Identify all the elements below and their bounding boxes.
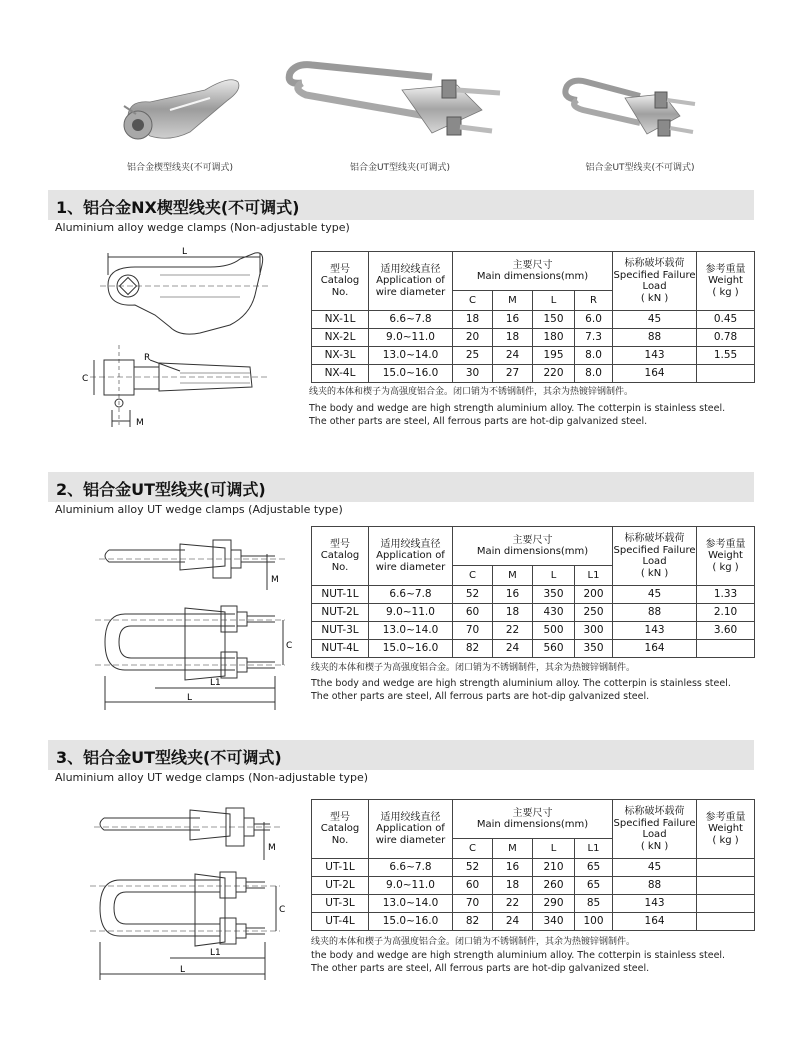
section-title: 1、铝合金NX楔型线夹(不可调式)	[56, 198, 300, 217]
header-load: 标称破坏载荷 Specified Failure Load ( kN )	[613, 800, 697, 859]
table-row: NUT-4L 15.0~16.0 82 24 560 350 164	[312, 640, 755, 658]
dim-header: R	[575, 291, 613, 311]
table-row: NX-1L 6.6~7.8 18 16 150 6.0 45 0.45	[312, 311, 755, 329]
dim-label: L	[180, 965, 186, 975]
dim-header: L1	[575, 566, 613, 586]
ut-adjustable-clamp-photo	[282, 55, 507, 155]
header-dimensions: 主要尺寸 Main dimensions(mm)	[453, 800, 613, 839]
note-en: The body and wedge are high strength aluminium alloy. The cotterpin is stainless steel.	[309, 403, 726, 414]
table-row: UT-3L 13.0~14.0 70 22 290 85 143	[312, 895, 755, 913]
dim-label: C	[286, 641, 293, 651]
dim-label: L1	[210, 678, 221, 688]
dim-label: R	[144, 353, 151, 363]
section-header	[48, 472, 754, 502]
nx-clamp-drawing	[80, 245, 280, 435]
table-row: NUT-1L 6.6~7.8 52 16 350 200 45 1.33	[312, 586, 755, 604]
section-title: 2、铝合金UT型线夹(可调式)	[56, 480, 266, 499]
product-caption: 铝合金UT型线夹(不可调式)	[585, 163, 695, 173]
header-weight: 参考重量 Weight ( kg )	[697, 252, 755, 311]
ut-nonadjustable-clamp-photo	[555, 68, 705, 153]
table-row: NX-3L 13.0~14.0 25 24 195 8.0 143 1.55	[312, 347, 755, 365]
note-en: The other parts are steel, All ferrous parts are hot-dip galvanized steel.	[311, 691, 650, 702]
table-row: UT-2L 9.0~11.0 60 18 260 65 88	[312, 877, 755, 895]
dim-label: M	[136, 418, 144, 428]
table-row: NUT-3L 13.0~14.0 70 22 500 300 143 3.60	[312, 622, 755, 640]
dim-header: C	[453, 839, 493, 859]
dim-label: C	[279, 905, 286, 915]
product-caption: 铝合金UT型线夹(可调式)	[349, 163, 451, 173]
note-cn: 线夹的本体和楔子为高强度铝合金。闭口销为不锈钢制件，其余为热镀锌钢制件。	[309, 387, 634, 397]
section-subtitle: Aluminium alloy UT wedge clamps (Non-adjustable type)	[55, 771, 369, 784]
header-weight: 参考重量 Weight ( kg )	[697, 800, 755, 859]
spec-table-nut	[311, 526, 755, 658]
header-load: 标称破坏载荷 Specified Failure Load ( kN )	[613, 527, 697, 586]
section-subtitle: Aluminium alloy UT wedge clamps (Adjustable type)	[55, 503, 343, 516]
header-model: 型号 Catalog No.	[312, 800, 369, 859]
spec-table-nx	[311, 251, 755, 383]
table-row: UT-4L 15.0~16.0 82 24 340 100 164	[312, 913, 755, 931]
header-wire: 适用绞线直径 Application of wire diameter	[369, 800, 453, 859]
header-model: 型号 Catalog No.	[312, 527, 369, 586]
table-row: UT-1L 6.6~7.8 52 16 210 65 45	[312, 859, 755, 877]
table-row: NX-2L 9.0~11.0 20 18 180 7.3 88 0.78	[312, 329, 755, 347]
dim-label: L1	[210, 948, 221, 958]
dim-header: L	[533, 839, 575, 859]
header-weight: 参考重量 Weight ( kg )	[697, 527, 755, 586]
dim-header: L	[533, 566, 575, 586]
dim-header: L1	[575, 839, 613, 859]
dim-header: C	[453, 566, 493, 586]
ut-nonadjustable-drawing	[90, 800, 290, 985]
note-en: the body and wedge are high strength aluminium alloy. The cotterpin is stainless steel.	[311, 950, 726, 961]
header-load: 标称破坏载荷 Specified Failure Load ( kN )	[613, 252, 697, 311]
header-wire: 适用绞线直径 Application of wire diameter	[369, 252, 453, 311]
dim-label: C	[82, 374, 89, 384]
dim-label: M	[271, 575, 279, 585]
header-dimensions: 主要尺寸 Main dimensions(mm)	[453, 252, 613, 291]
section-header	[48, 740, 754, 770]
note-en: Tthe body and wedge are high strength aluminium alloy. The cotterpin is stainless steel.	[311, 678, 731, 689]
section-subtitle: Aluminium alloy wedge clamps (Non-adjustable type)	[55, 221, 350, 234]
dim-header: L	[533, 291, 575, 311]
table-row: NX-4L 15.0~16.0 30 27 220 8.0 164	[312, 365, 755, 383]
dim-label: M	[268, 843, 276, 853]
section-title: 3、铝合金UT型线夹(不可调式)	[56, 748, 282, 767]
nx-wedge-clamp-photo	[110, 70, 250, 155]
dim-header: M	[493, 291, 533, 311]
note-en: The other parts are steel, All ferrous parts are hot-dip galvanized steel.	[309, 416, 648, 427]
header-wire: 适用绞线直径 Application of wire diameter	[369, 527, 453, 586]
header-model: 型号 Catalog No.	[312, 252, 369, 311]
spec-table-ut	[311, 799, 755, 931]
table-row: NUT-2L 9.0~11.0 60 18 430 250 88 2.10	[312, 604, 755, 622]
dim-header: M	[493, 566, 533, 586]
product-caption: 铝合金楔型线夹(不可调式)	[126, 163, 234, 173]
note-en: The other parts are steel, All ferrous parts are hot-dip galvanized steel.	[311, 963, 650, 974]
note-cn: 线夹的本体和楔子为高强度铝合金。闭口销为不锈钢制件，其余为热镀锌钢制件。	[311, 937, 636, 947]
dim-header: M	[493, 839, 533, 859]
dim-label: L	[187, 693, 193, 703]
section-header	[48, 190, 754, 220]
header-dimensions: 主要尺寸 Main dimensions(mm)	[453, 527, 613, 566]
dim-label: L	[182, 247, 188, 257]
note-cn: 线夹的本体和楔子为高强度铝合金。闭口销为不锈钢制件，其余为热镀锌钢制件。	[311, 663, 636, 673]
dim-header: C	[453, 291, 493, 311]
ut-adjustable-drawing	[95, 530, 295, 715]
